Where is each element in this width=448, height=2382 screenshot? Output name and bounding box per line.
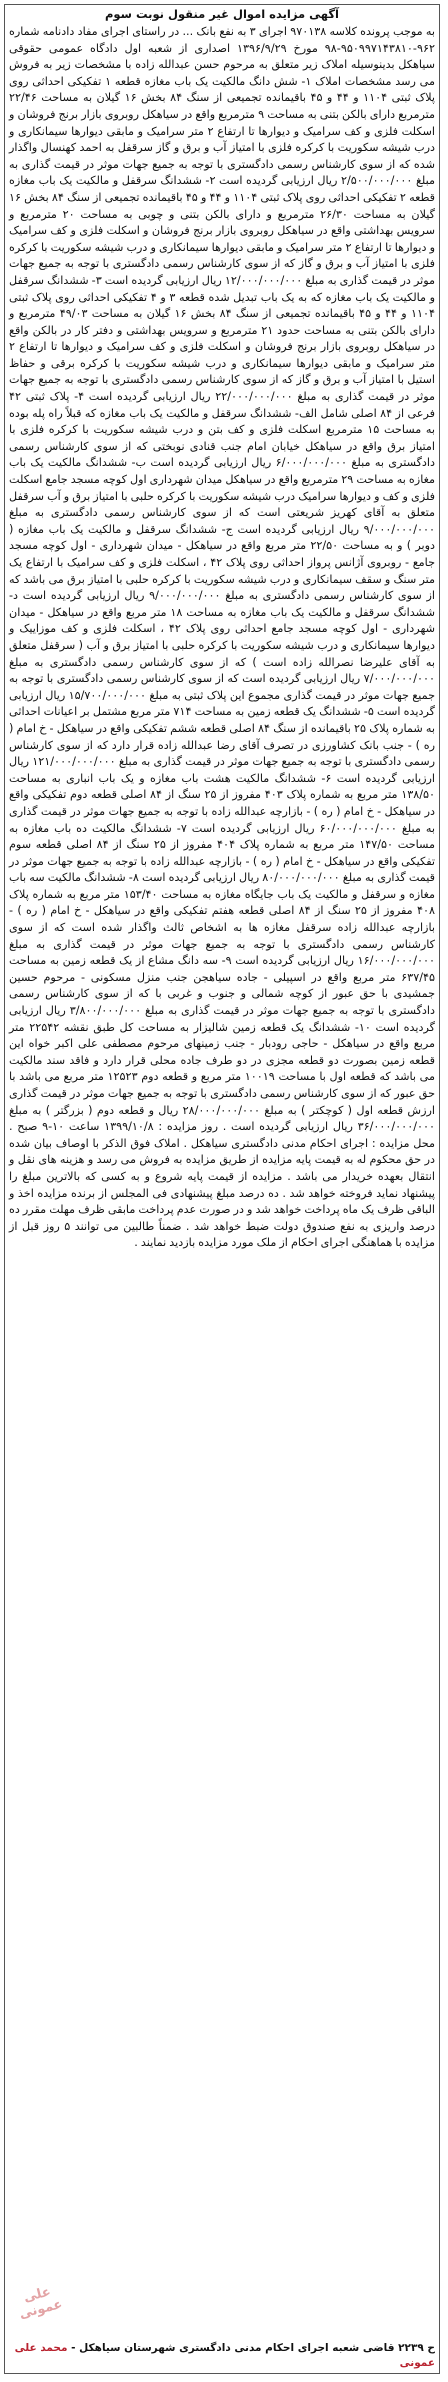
notice-body: به موجب پرونده کلاسه ۹۷۰۱۳۸ اجرای ۳ به نفع بانک ... در راستای اجرای مفاد دادنامه شماره ۹۶۲-۹۵۰۹۹۷۱۴۳۸۱۰-۹۸ مورخ ۱۳۹۶/۹/۲۹ اصداری از شعبه اول دادگاه عمومی حقوقی سیاهکل بدینوسیله املاک زیر متعلق به مرحوم حسن عبدالله زاده با مشخصات زیر به فروش می رسد مشخصات املاک ۱- شش دانگ مالکیت یک باب مغازه قطعه ۱ تفکیکی احداثی روی پلاک ثبتی ۱۱۰۴ و ۴۴ و ۴۵ باقیمانده تجمیعی از سنگ ۸۴ بخش ۱۶ گیلان به مساحت ۲۲/۴۶ مترمربع دارای بالکن بتنی به مساحت ۹ مترمربع واقع در سیاهکل روبروی بازار برنج فروشان و اسکلت فلزی و کف سرامیک و دیوارها تا ارتفاع ۲ متر سرامیک و مابقی دیوارها سیمانکاری و درب شیشه سکوریت با کرکره فلزی با امتیاز آب و برق و گاز سرقفل به احمد کهنسال واگذار شده که از سوی کارشناس رسمی دادگستری با توجه به جمیع جهات موثر در قیمت گذاری به مبلغ ۲/۵۰۰/۰۰۰/۰۰۰ ریال ارزیابی گردیده است ۲- ششدانگ سرقفل و مالکیت یک باب مغازه قطعه ۲ تفکیکی احداثی روی پلاک ثبتی ۱۱۰۴ و ۴۴ و ۴۵ باقیمانده تجمیعی از سنگ ۸۴ بخش ۱۶ گیلان به مساحت ۲۶/۳۰ مترمربع و دارای بالکن بتنی و چوبی به مساحت ۲۰ مترمربع و سرویس بهداشتی واقع در سیاهکل روبروی بازار برنج فروشان و اسکلت فلزی و کف سرامیک و دیوارها تا ارتفاع ۲ متر سرامیک و مابقی دیوارها سیمانکاری و درب شیشه سکوریت با کرکره فلزی با امتیاز آب و برق و گاز که از سوی کارشناس رسمی دادگستری با توجه به جمیع جهات موثر در قیمت گذاری به مبلغ ۱۲/۰۰۰/۰۰۰/۰۰۰ ریال ارزیابی گردیده است ۳- ششدانگ سرقفل و مالکیت یک باب مغازه که به یک باب تبدیل شده قطعه ۳ و ۴ تفکیکی احداثی روی پلاک ثبتی ۱۱۰۴ و ۴۴ و ۴۵ باقیمانده تجمیعی از سنگ ۸۴ بخش ۱۶ گیلان به مساحت ۴۹/۰۳ مترمربع و دارای بالکن بتنی به مساحت حدود ۲۱ مترمربع و سرویس بهداشتی و دفتر کار در بالکن واقع در سیاهکل روبروی بازار برنج فروشان و اسکلت فلزی و کف سرامیک و دیوارها تا ارتفاع ۲ متر سرامیک و مابقی دیوارها سیمانکاری و درب شیشه سکوریت با کرکره برقی و حفاظ استیل با امتیاز آب و برق و گاز که از سوی کارشناس رسمی دادگستری با توجه به جمیع جهات موثر در قیمت گذاری به مبلغ ۲۲/۰۰۰/۰۰۰/۰۰۰ ریال ارزیابی گردیده است ۴- پلاک ثبتی ۴۲ فرعی از ۸۴ اصلی شامل الف- ششدانگ سرقفل و مالکیت یک باب مغازه که قبلاً راه پله بوده به مساحت ۱۵ مترمربع اسکلت فلزی و کف بتن و درب شیشه سکوریت با کرکره فلزی با امتیاز برق واقع در سیاهکل خیابان امام جنب قنادی نوبختی که از سوی کارشناس رسمی دادگستری به مبلغ ۶/۰۰۰/۰۰۰/۰۰۰ ریال ارزیابی گردیده است ب- ششدانگ مالکیت یک باب مغازه به مساحت ۲۹ مترمربع واقع در سیاهکل میدان شهرداری اول کوچه مسجد جامع اسکلت فلزی و کف و دیوارها سرامیک درب شیشه سکوریت با کرکره حلبی با امتیاز برق و آب سرقفل متعلق به آقای کهریز شریعتی است که از سوی کارشناس رسمی دادگستری به مبلغ ۹/۰۰۰/۰۰۰/۰۰۰ ریال ارزیابی گردیده است ج- ششدانگ سرقفل و مالکیت یک باب مغازه ( دوبر ) و به مساحت ۲۲/۵۰ متر مربع واقع در سیاهکل - میدان شهرداری - اول کوچه مسجد جامع - روبروی آژانس پرواز احداثی روی پلاک ۴۲ ، اسکلت فلزی و کف سرامیک با ارتفاع یک متر سنگ و سقف سیمانکاری و درب شیشه سکوریت با کرکره حلبی با امتیاز برق می باشد که از سوی کارشناس رسمی دادگستری به مبلغ ۹/۰۰۰/۰۰۰/۰۰۰ ریال ارزیابی گردیده است د- ششدانگ سرقفل و مالکیت یک باب مغازه به مساحت ۱۸ متر مربع واقع در سیاهکل - میدان شهرداری - اول کوچه مسجد جامع احداثی روی پلاک ۴۲ ، اسکلت فلزی و کف موزاییک و دیوارها سیمانکاری و درب شیشه سکوریت با کرکره حلبی با امتیاز برق و آب ( سرقفل متعلق به آقای علیرضا نصرالله زاده است ) که از سوی کارشناس رسمی دادگستری به مبلغ ۷/۰۰۰/۰۰۰/۰۰۰ ریال ارزیابی گردیده است که از سوی کارشناس رسمی دادگستری با توجه به جمیع جهات موثر در قیمت گذاری مجموع این پلاک ثبتی به مبلغ ۱۵/۷۰۰/۰۰۰/۰۰۰ ریال ارزیابی گردیده است ۵- ششدانگ یک قطعه زمین به مساحت ۷۱۴ متر مربع مشتمل بر اعیانات احداثی به شماره پلاک ۲۵ باقیمانده از سنگ ۸۴ اصلی قطعه ششم تفکیکی واقع در سیاهکل - خ امام ( ره ) - جنب بانک کشاورزی در تصرف آقای رضا عبدالله زاده قرار دارد که از سوی کارشناس رسمی دادگستری با توجه به جمیع جهات موثر در قیمت گذاری به مبلغ ۱۲۱/۰۰۰/۰۰۰/۰۰۰ ریال ارزیابی گردیده است ۶- ششدانگ مالکیت هشت باب مغازه و یک باب انباری به مساحت ۱۳۸/۵۰ متر مربع به شماره پلاک ۴۰۳ مفروز از ۲۵ سنگ از ۸۴ اصلی قطعه دوم تفکیکی واقع در سیاهکل - خ امام ( ره ) - بازارچه عبدالله زاده با توجه به جمیع جهات موثر در قیمت گذاری به مبلغ ۶۰/۰۰۰/۰۰۰/۰۰۰ ریال ارزیابی گردیده است ۷- ششدانگ مالکیت ده باب مغازه به مساحت ۱۴۷/۵۰ متر مربع به شماره پلاک ۴۰۴ مفروز از ۲۵ سنگ از ۸۴ اصلی قطعه سوم تفکیکی واقع در سیاهکل - خ امام ( ره ) - بازارچه عبدالله زاده با توجه به جمیع جهات موثر در قیمت گذاری به مبلغ ۸۰/۰۰۰/۰۰۰/۰۰۰ ریال ارزیابی گردیده است ۸- ششدانگ مالکیت سه باب مغازه و سرقفل و مالکیت یک باب جایگاه مغازه به مساحت ۱۵۳/۴۰ متر مربع به شماره پلاک ۴۰۸ مفروز از ۲۵ سنگ از ۸۴ اصلی قطعه هفتم تفکیکی واقع در سیاهکل - خ امام ( ره ) - بازارچه عبدالله زاده سرقفل مغازه ها به اشخاص ثالث واگذار شده است که از سوی کارشناس رسمی دادگستری با توجه به جمیع جهات موثر در قیمت گذاری به مبلغ ۱۶/۰۰۰/۰۰۰/۰۰۰ ریال ارزیابی گردیده است ۹- سه دانگ مشاع از یک قطعه زمین به مساحت ۶۳۷/۴۵ متر مربع واقع در اسپیلی - جاده سیاهجن جنب منزل مسکونی - مرحوم حسین جمشیدی با حق عبور از کوچه شمالی و جنوب و غربی با که از سوی کارشناس رسمی دادگستری با توجه به جمیع جهات موثر در قیمت گذاری به مبلغ ۳/۸۰۰/۰۰۰/۰۰۰ ریال ارزیابی گردیده است ۱۰- ششدانگ یک قطعه زمین شالیزار به مساحت کل طبق نقشه ۲۲۵۴۲ متر مربع واقع در سیاهکل - حاجی رودبار - جنب زمینهای مرحوم مصطفی علی اکبر خواه این قطعه زمین بصورت دو قطعه مجزی در دو طرف جاده محلی قرار دارد و فاقد سند مالکیت می باشد که قطعه اول با مساحت ۱۰۰۱۹ متر مربع و قطعه دوم ۱۲۵۲۳ متر مربع می باشد با حق عبور که از سوی کارشناس رسمی دادگستری با توجه به جمیع جهات موثر در قیمت گذاری ارزش قطعه اول ( کوچکتر ) به مبلغ ۲۸/۰۰۰/۰۰۰/۰۰۰ ریال و قطعه دوم ( بزرگتر ) به مبلغ ۳۶/۰۰۰/۰۰۰/۰۰۰ ریال ارزیابی گردیده است . روز مزایده : ۱۳۹۹/۱۰/۸ ساعت ۱۰-۹ صبح . محل مزایده : اجرای احکام مدنی دادگستری سیاهکل . املاک فوق الذکر با اوصاف بیان شده در حق محکوم له به قیمت پایه مزایده از طریق مزایده به فروش می رسد و هزینه های نقل و انتقال بعهده خریدار می باشد . مزایده از قیمت پایه شروع و به کسی که بالاترین مبلغ را پیشنهاد نماید فروخته خواهد شد . ده درصد مبلغ پیشنهادی فی المجلس از برنده مزایده اخذ و الباقی ظرف یک ماه پرداخت خواهد شد و در صورت عدم پرداخت مابقی ظرف مهلت مقرر ده درصد واریزی به نفع صندوق دولت ضبط خواهد شد . ضمناً طالبین می توانند ۵ روز قبل از مزایده با هماهنگی اجرای احکام از ملک مورد مزایده بازدید نمایند . <box>9 25 436 1250</box>
notice-title: آگهی مزایده اموال غیر منقول نوبت سوم <box>105 7 339 21</box>
notice-footer <box>9 2341 435 2371</box>
footer-text: ح ۲۲۳۹ قاضی شعبه اجرای احکام مدنی دادگستری شهرستان سیاهکل - <box>67 2342 435 2354</box>
signature: محمد علی عمونی <box>14 2342 435 2369</box>
auction-notice <box>4 4 440 2374</box>
official-stamp: علی عمونی <box>17 2284 64 2323</box>
